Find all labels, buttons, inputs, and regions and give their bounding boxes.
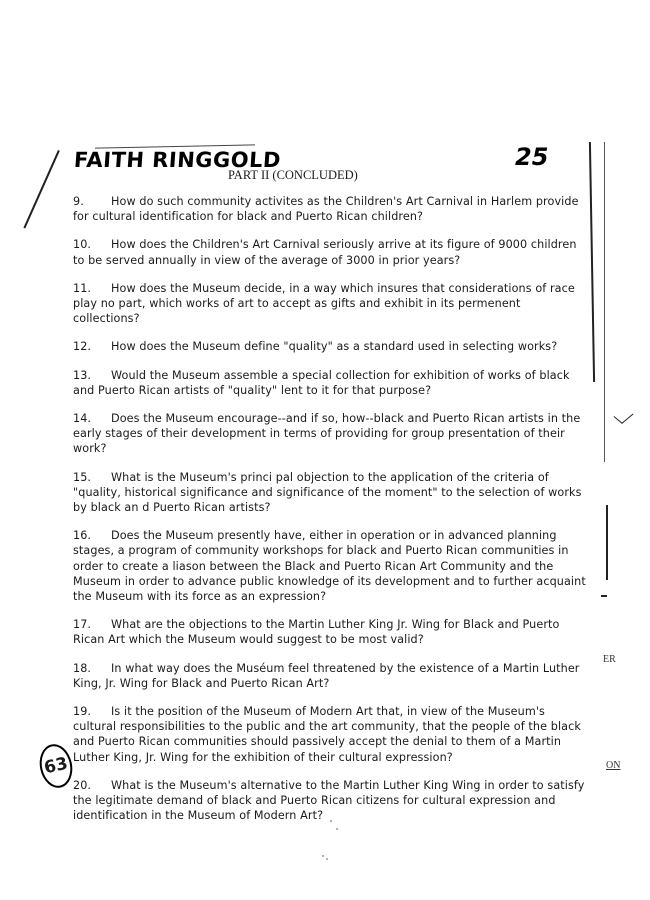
question-15 — [73, 470, 588, 516]
handwritten-page-number: 25 — [515, 143, 549, 171]
scan-edge-dash — [601, 595, 607, 597]
question-20 — [73, 778, 588, 824]
handwritten-author-name: FAITH RINGGOLD — [73, 148, 282, 172]
part-heading: PART II (CONCLUDED) — [228, 168, 358, 182]
question-text: Is it the position of the Museum of Modern Art that, in view of the Museum's cultural responsibilities to the public and the art community, that the people of the black and Puerto Rican communities should passively accept the denial to them of a Martin Luther King, Jr. Wing for the exhibition of their cultural expression? — [73, 705, 581, 764]
question-text: Would the Museum assemble a special collection for exhibition of works of black and Puerto Rican artists of "quality" lent to it for that purpose? — [73, 368, 570, 397]
question-text: Does the Museum presently have, either in operation or in advanced planning stages, a program of community workshops for black and Puerto Rican communities in order to create a liason between the Black and Puerto Rican Art Community and the Museum in order to advance public knowledge of its development and to further acquaint the Museum with its force as an expression? — [73, 529, 586, 604]
scan-speck — [336, 828, 338, 830]
question-text: What are the objections to the Martin Luther King Jr. Wing for Black and Puerto Rican Art which the Museum would suggest to be most valid? — [73, 618, 560, 647]
question-10 — [73, 237, 588, 267]
question-text: Does the Museum encourage--and if so, how--black and Puerto Rican artists in the early stages of their development in terms of providing for group presentation of their work? — [73, 412, 581, 456]
question-19 — [73, 704, 588, 765]
question-list — [73, 194, 588, 837]
question-text: What is the Museum's princi pal objection to the application of the criteria of "quality, historical significance and significance of the moment" to the selection of works by black an d Puerto Rican artists? — [73, 470, 582, 515]
question-text: How does the Museum define "quality" as a standard used in selecting works? — [111, 340, 558, 354]
question-11 — [73, 281, 588, 327]
question-number: 12. — [73, 340, 92, 354]
scan-edge-line — [589, 142, 595, 382]
cut-off-text-fragment: ER — [603, 654, 616, 665]
handwritten-margin-slash — [23, 150, 59, 228]
question-text: How does the Museum decide, in a way which insures that considerations of race play no part, which works of art to accept as gifts and exhibit in its permenent collections? — [73, 281, 575, 326]
question-number: 19. — [73, 705, 92, 719]
handwritten-check-mark — [613, 407, 633, 424]
question-18 — [73, 661, 588, 691]
question-text: What is the Museum's alternative to the Martin Luther King Wing in order to satisfy the legitimate demand of black and Puerto Rican citizens for cultural expression and identification in the Museum of Modern Art? — [73, 778, 585, 823]
scan-edge-line — [604, 142, 605, 462]
scan-speck — [330, 820, 332, 822]
question-number: 14. — [73, 412, 92, 426]
question-12 — [73, 339, 588, 354]
question-number: 18. — [73, 661, 92, 675]
question-9 — [73, 194, 588, 224]
question-text: How does the Children's Art Carnival seriously arrive at its figure of 9000 children to be served annually in view of the average of 3000 in prior years? — [73, 238, 577, 267]
question-text: In what way does the Muséum feel threatened by the existence of a Martin Luther King, Jr. Wing for Black and Puerto Rican Art? — [73, 661, 580, 690]
question-number: 15. — [73, 470, 92, 484]
circled-margin-number — [36, 741, 76, 791]
question-number: 9. — [73, 195, 84, 208]
question-number: 17. — [73, 618, 92, 632]
scan-speck — [326, 858, 328, 860]
question-number: 13. — [73, 368, 92, 382]
scan-edge-line — [606, 505, 608, 580]
question-17 — [73, 617, 588, 647]
question-14 — [73, 411, 588, 457]
question-number: 11. — [73, 281, 92, 295]
question-number: 20. — [73, 778, 92, 792]
question-13 — [73, 368, 588, 398]
circled-number-text: 63 — [42, 753, 70, 779]
question-number: 10. — [73, 238, 92, 252]
scan-speck — [322, 855, 324, 857]
question-16 — [73, 528, 588, 604]
cut-off-text-fragment: ON — [606, 760, 621, 771]
question-number: 16. — [73, 529, 92, 543]
question-text: How do such community activites as the Children's Art Carnival in Harlem provide for cultural identification for black and Puerto Rican children? — [73, 195, 579, 224]
